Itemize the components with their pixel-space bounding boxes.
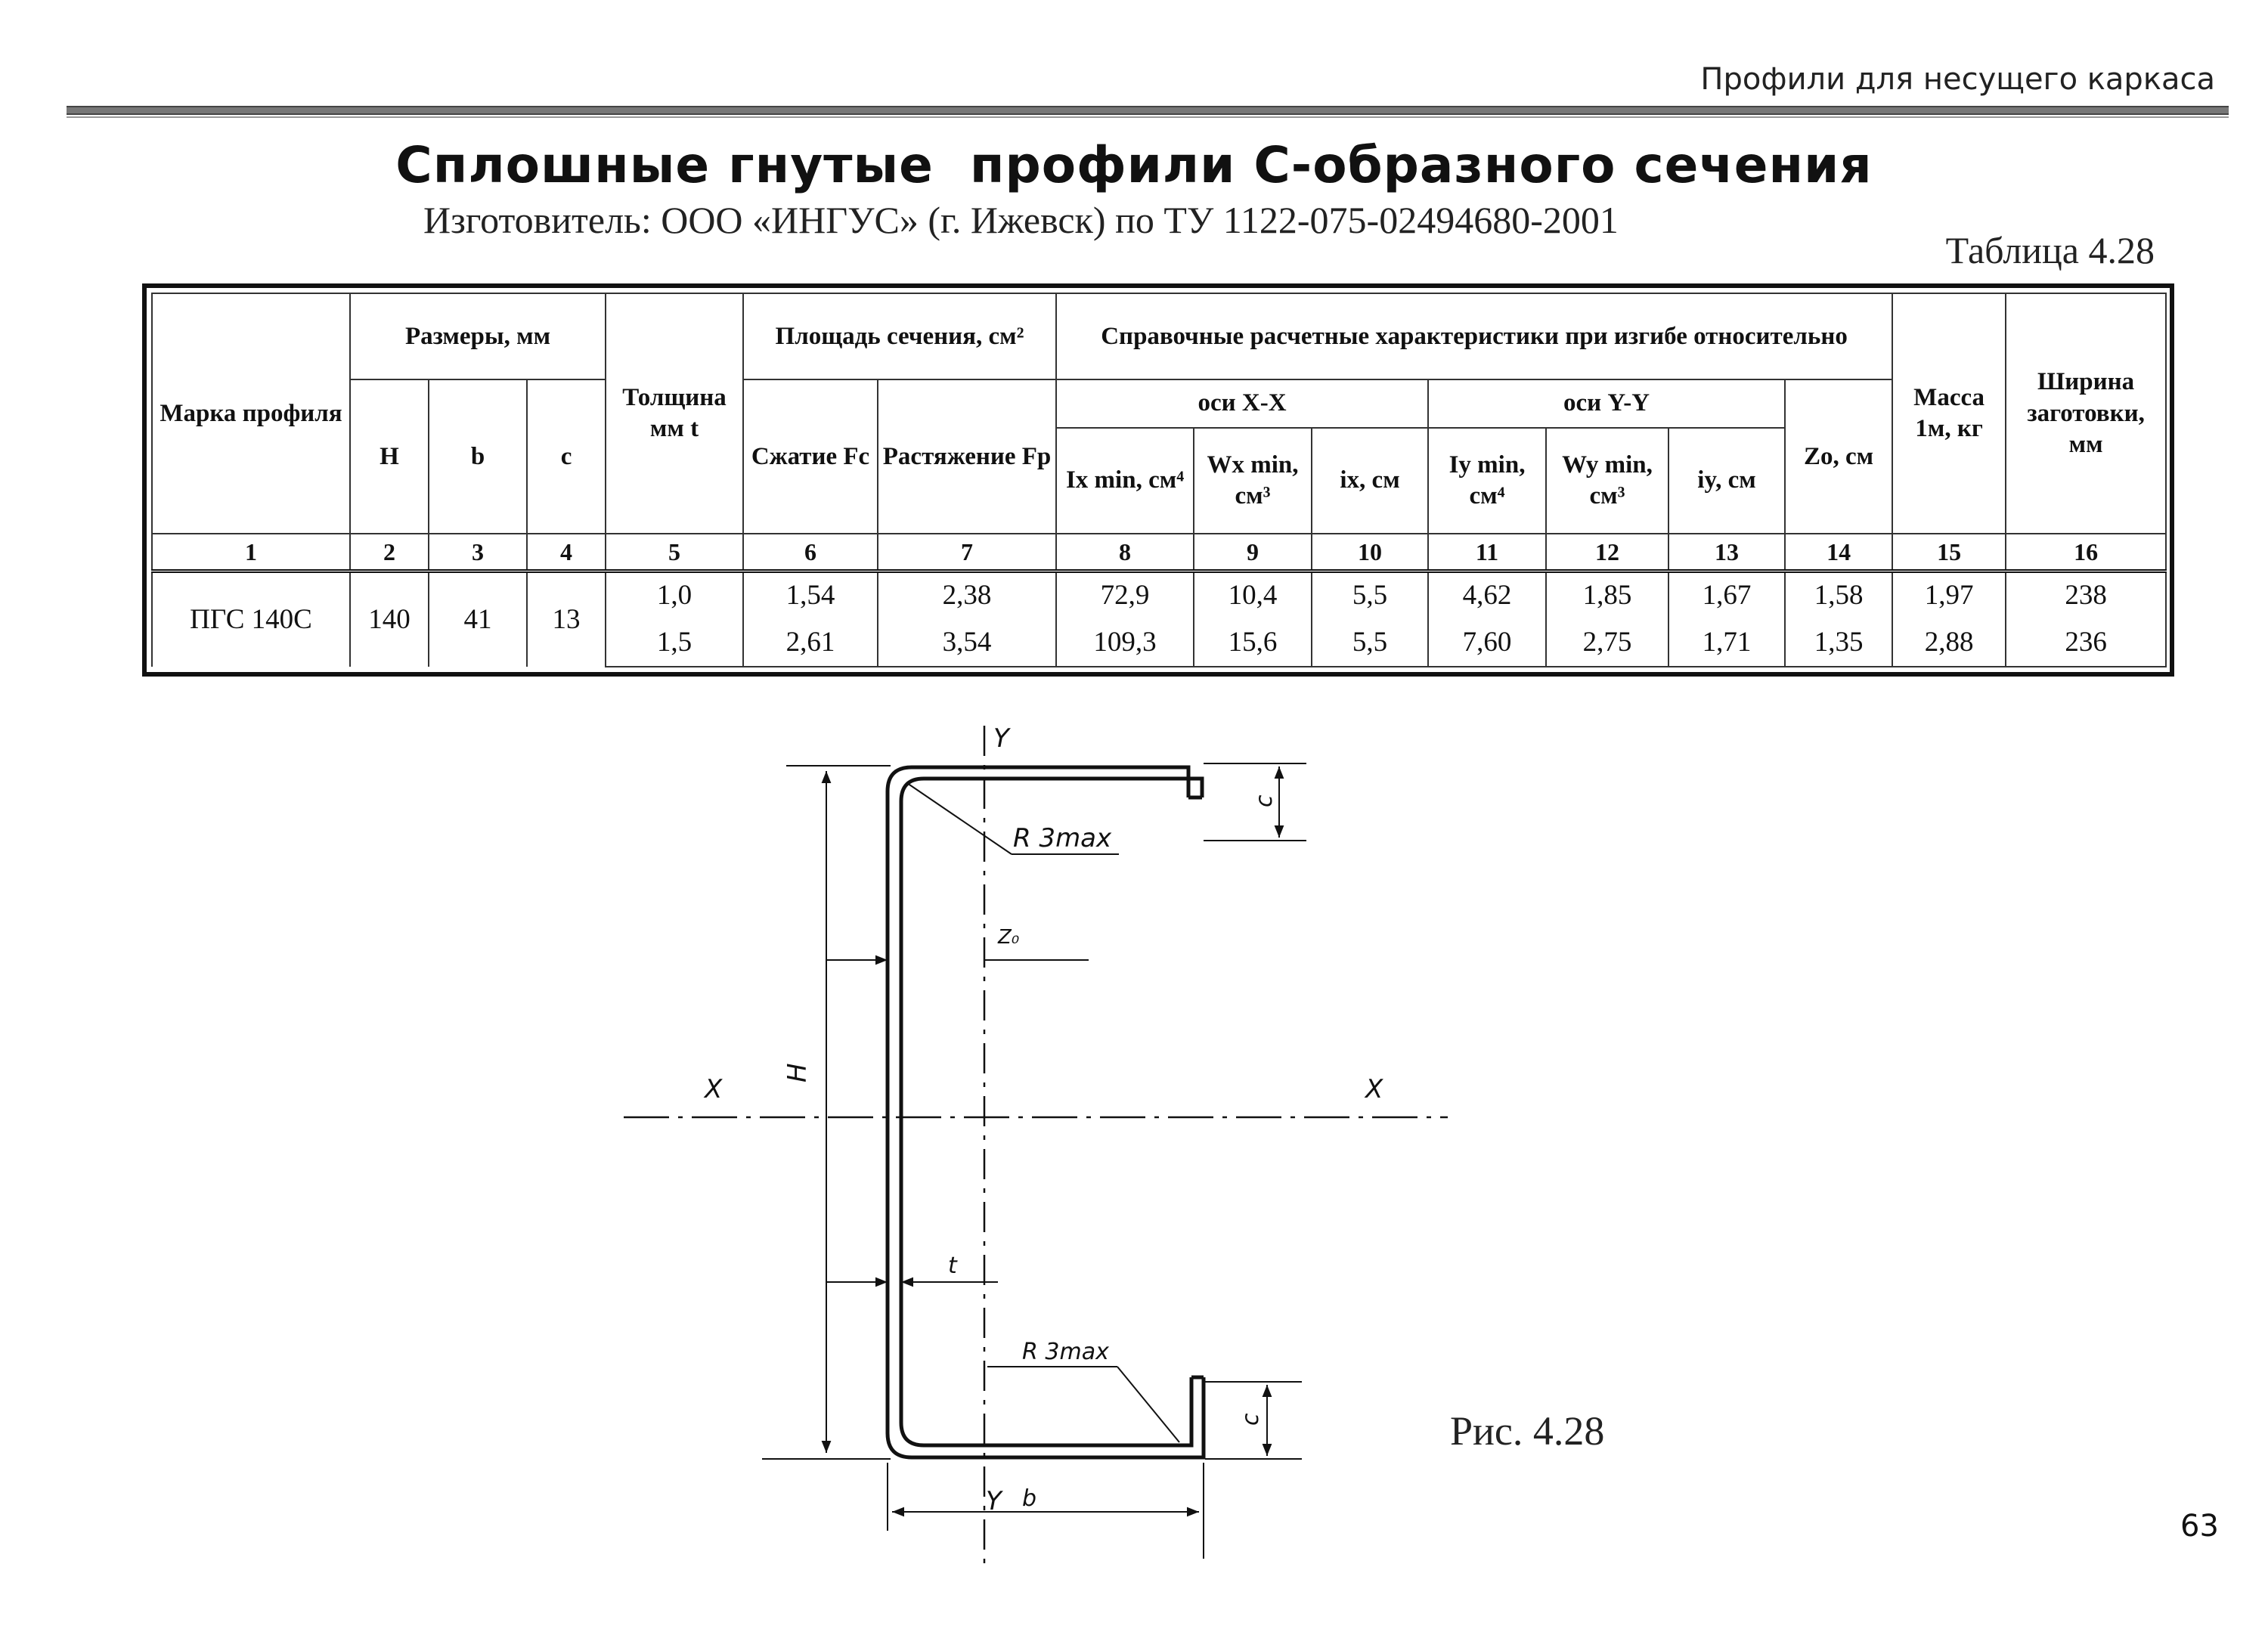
- col-mass-header: Масса 1м, кг: [1892, 293, 2006, 534]
- col-compression-header: Сжатие Fc: [743, 379, 878, 534]
- column-number: 2: [350, 534, 429, 571]
- col-c-header: c: [527, 379, 606, 534]
- cell-profile-mark: ПГС 140С: [152, 571, 350, 667]
- col-sizes-header: Размеры, мм: [350, 293, 606, 379]
- radius-top-label: R 3max: [1013, 823, 1112, 853]
- column-number: 16: [2006, 534, 2166, 571]
- cell-wy-min: 1,85: [1546, 571, 1668, 618]
- radius-top-leader: [907, 783, 1012, 854]
- cell-iy-min: 4,62: [1428, 571, 1546, 618]
- col-tension-header: Растяжение Fp: [878, 379, 1056, 534]
- figure-caption: Рис. 4.28: [1450, 1408, 1605, 1454]
- col-blank-width-header: Ширина заготовки, мм: [2006, 293, 2166, 534]
- page-title: Сплошные гнутые профили С-образного сечения: [395, 136, 1873, 194]
- col-H-header: H: [350, 379, 429, 534]
- cell-mass: 2,88: [1892, 619, 2006, 667]
- col-b-header: b: [429, 379, 527, 534]
- column-number: 10: [1312, 534, 1428, 571]
- col-mark-header: Марка профиля: [152, 293, 350, 534]
- cell-thickness: 1,0: [606, 571, 743, 618]
- axis-y-label-bottom: Y: [986, 1486, 1002, 1516]
- cell-fp: 2,38: [878, 571, 1056, 618]
- cell-ix-min: 109,3: [1056, 619, 1194, 667]
- col-area-header: Площадь сечения, см²: [743, 293, 1056, 379]
- cell-mass: 1,97: [1892, 571, 2006, 618]
- column-number: 5: [606, 534, 743, 571]
- cell-c: 13: [527, 571, 606, 667]
- column-number: 6: [743, 534, 878, 571]
- cell-zo: 1,58: [1785, 571, 1892, 618]
- c-bottom-label: c: [1238, 1413, 1264, 1426]
- cell-zo: 1,35: [1785, 619, 1892, 667]
- cell-blank-width: 236: [2006, 619, 2166, 667]
- col-wx-min-header: Wx min, см³: [1194, 428, 1312, 534]
- cell-iy: 1,71: [1668, 619, 1785, 667]
- cell-fc: 2,61: [743, 619, 878, 667]
- axis-x-label-right: X: [1365, 1074, 1383, 1104]
- column-number: 12: [1546, 534, 1668, 571]
- c-top-label: c: [1251, 794, 1278, 807]
- col-iy-header: iy, см: [1668, 428, 1785, 534]
- manufacturer-subtitle: Изготовитель: ООО «ИНГУС» (г. Ижевск) по ТУ 1122-075-02494680-2001: [423, 199, 1619, 241]
- column-number: 1: [152, 534, 350, 571]
- cell-H: 140: [350, 571, 429, 667]
- zo-label: Z₀: [998, 926, 1020, 949]
- col-thickness-header: Толщина мм t: [606, 293, 743, 534]
- cell-wx-min: 15,6: [1194, 619, 1312, 667]
- axis-x-header: оси X-X: [1056, 379, 1428, 427]
- axis-y-label-top: Y: [993, 723, 1009, 754]
- cell-ix: 5,5: [1312, 619, 1428, 667]
- column-number: 14: [1785, 534, 1892, 571]
- cell-blank-width: 238: [2006, 571, 2166, 618]
- col-reference-header: Справочные расчетные характеристики при изгибе относительно: [1056, 293, 1892, 379]
- cell-b: 41: [429, 571, 527, 667]
- column-number: 9: [1194, 534, 1312, 571]
- h-label: H: [782, 1063, 813, 1082]
- column-number: 7: [878, 534, 1056, 571]
- col-iy-min-header: Iy min, см⁴: [1428, 428, 1546, 534]
- cell-fp: 3,54: [878, 619, 1056, 667]
- cell-ix-min: 72,9: [1056, 571, 1194, 618]
- running-header: Профили для несущего каркаса: [1700, 62, 2215, 97]
- col-ix-min-header: Ix min, см⁴: [1056, 428, 1194, 534]
- t-label: t: [948, 1253, 957, 1279]
- radius-bottom-label: R 3max: [1022, 1339, 1109, 1365]
- cell-thickness: 1,5: [606, 619, 743, 667]
- col-zo-header: Zo, см: [1785, 379, 1892, 534]
- page-number: 63: [2180, 1509, 2219, 1544]
- radius-bottom-leader: [1117, 1367, 1179, 1442]
- cell-ix: 5,5: [1312, 571, 1428, 618]
- column-number: 11: [1428, 534, 1546, 571]
- col-ix-header: ix, см: [1312, 428, 1428, 534]
- axis-y-header: оси Y-Y: [1428, 379, 1785, 427]
- column-number: 3: [429, 534, 527, 571]
- column-number: 13: [1668, 534, 1785, 571]
- table-number: Таблица 4.28: [1945, 229, 2155, 271]
- cell-wx-min: 10,4: [1194, 571, 1312, 618]
- col-wy-min-header: Wy min, см³: [1546, 428, 1668, 534]
- column-number: 15: [1892, 534, 2006, 571]
- b-label: b: [1022, 1485, 1037, 1512]
- cell-iy: 1,67: [1668, 571, 1785, 618]
- axis-x-label-left: X: [705, 1074, 723, 1104]
- column-number: 4: [527, 534, 606, 571]
- cell-iy-min: 7,60: [1428, 619, 1546, 667]
- column-number: 8: [1056, 534, 1194, 571]
- cell-fc: 1,54: [743, 571, 878, 618]
- cell-wy-min: 2,75: [1546, 619, 1668, 667]
